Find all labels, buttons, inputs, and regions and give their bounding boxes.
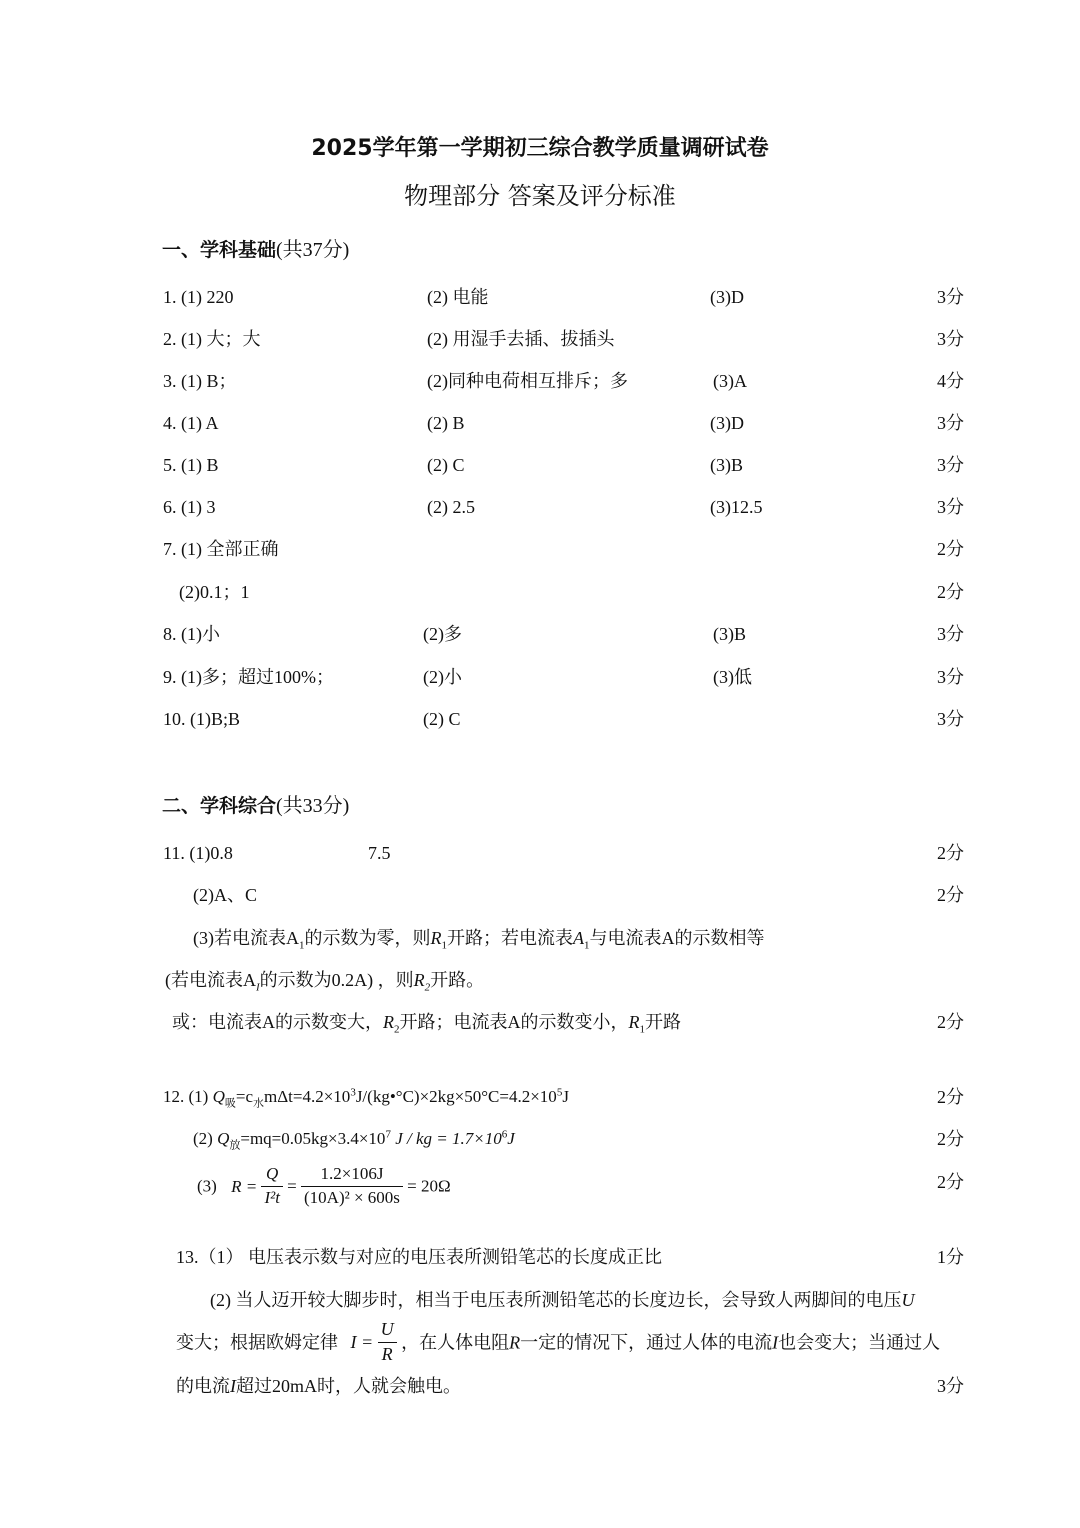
q12-fraction-q-over-i2t: $\frac{Q}{\text{I²t}}$ (261, 1165, 282, 1207)
answer-1-part3: (3)D (710, 287, 744, 307)
page-subtitle: 物理部分 答案及评分标准 (404, 182, 676, 210)
q12-fraction-values: $\frac{1.2\times 106J}{\text{(10A)² × 600s}}$ (301, 1165, 403, 1207)
answer-1-part2: (2) 电能 (427, 287, 489, 307)
answer-2-part1: 2. (1) 大；大 (163, 329, 261, 349)
answer-3-part2: (2)同种电荷相互排斥；多 (427, 371, 628, 391)
answer-9-part2: (2)小 (423, 667, 462, 687)
answer-4-part2: (2) B (427, 413, 465, 433)
q13-part1: 13.（1） 电压表示数与对应的电压表所测铅笔芯的长度成正比 (176, 1247, 662, 1267)
q11-part3-line3: 或：电流表A的示数变大，$R_2$开路；电流表A的示数变小，$R_1$开路 (172, 1012, 681, 1036)
answer-1-part1: 1. (1) 220 (163, 287, 234, 307)
q11-part1-points: 2分 (937, 843, 964, 863)
answer-4-points: 3分 (937, 413, 964, 433)
q12-part3-points: 2分 (937, 1172, 964, 1192)
q11-part3-line1: (3)若电流表$A_1$的示数为零，则$R_1$开路；若电流表$A_1$与电流表A的示数相等 (193, 928, 765, 952)
q12-part1: 12. (1) $Q_吸=c_水m\Delta t=4.2\times 10^3J/(kg•^\circ C)\times 2kg\times 50^\circ C=4.2\times 10^5J$ (163, 1086, 569, 1110)
q13-part2-line2: 变大；根据欧姆定律 I = $\frac{U}{R}$ ，在人体电阻R一定的情况下，通过人体的电流I也会变大；当通过人 (176, 1319, 941, 1364)
answer-5-part3: (3)B (710, 455, 743, 475)
q11-part3-line2: (若电流表$A_I$的示数为0.2A) ，则$R_2$开路。 (165, 970, 485, 994)
answer-10-part2: (2) C (423, 709, 461, 729)
answer-3-points: 4分 (937, 371, 964, 391)
answer-1-points: 3分 (937, 287, 964, 307)
q13-fraction-u-over-r: $\frac{U}{R}$ (378, 1320, 397, 1365)
section-2-heading (162, 796, 349, 816)
answer-2-points: 3分 (937, 329, 964, 349)
answer-5-part2: (2) C (427, 455, 465, 475)
section-1-heading (162, 240, 349, 260)
answer-6-points: 3分 (937, 497, 964, 517)
answer-2-part2: (2) 用湿手去插、拔插头 (427, 329, 615, 349)
answer-7-points: 2分 (937, 539, 964, 559)
page-title: 2025学年第一学期初三综合教学质量调研试卷 (311, 136, 769, 161)
q11-part2-points: 2分 (937, 885, 964, 905)
q11-part1-value: 7.5 (368, 843, 391, 863)
answer-9-points: 3分 (937, 667, 964, 687)
answer-5-points: 3分 (937, 455, 964, 475)
q12-part3: (3) R = $\frac{Q}{\text{I²t}}$ = $\frac{1.2\times 106J}{\text{(10A)² × 600s}}$ = 20Ω (197, 1164, 451, 1207)
q13-part2-points: 3分 (937, 1376, 964, 1396)
q13-part2-line1: (2) 当人迈开较大脚步时，相当于电压表所测铅笔芯的长度边长，会导致人两脚间的电压U (210, 1290, 915, 1310)
answer-8-part3: (3)B (713, 624, 746, 644)
q12-part1-points: 2分 (937, 1087, 964, 1107)
answer-3-part3: (3)A (713, 371, 747, 391)
answer-8-points: 3分 (937, 624, 964, 644)
q13-part1-points: 1分 (937, 1247, 964, 1267)
q13-part2-line3: 的电流I超过20mA时，人就会触电。 (176, 1376, 461, 1396)
answer-10-points: 3分 (937, 709, 964, 729)
answer-10-part1: 10. (1)B;B (163, 709, 241, 729)
q12-part2: (2) $Q_放=mq=0.05kg\times 3.4\times 10^7$ J / kg = $1.7\times 10^6J$ (193, 1128, 515, 1152)
q11-part3-points: 2分 (937, 1012, 964, 1032)
answer-4-part1: 4. (1) A (163, 413, 219, 433)
answer-9-part3: (3)低 (713, 667, 752, 687)
section-1-points: (共37分) (276, 239, 350, 261)
answer-6-part3: (3)12.5 (710, 497, 763, 517)
answer-8-part1: 8. (1)小 (163, 624, 220, 644)
section-1-title: 一、学科基础 (162, 239, 277, 261)
q12-part2-points: 2分 (937, 1129, 964, 1149)
answer-9-part1: 9. (1)多；超过100%； (163, 667, 334, 687)
answer-7-part1: 7. (1) 全部正确 (163, 539, 279, 559)
section-2-points: (共33分) (276, 795, 350, 817)
answer-6-part1: 6. (1) 3 (163, 497, 216, 517)
answer-7-part2-points: 2分 (937, 582, 964, 602)
q11-part2: (2)A、C (193, 885, 257, 905)
answer-6-part2: (2) 2.5 (427, 497, 475, 517)
answer-5-part1: 5. (1) B (163, 455, 219, 475)
answer-3-part1: 3. (1) B； (163, 371, 237, 391)
q11-part1: 11. (1)0.8 (163, 843, 233, 863)
section-2-title: 二、学科综合 (162, 795, 277, 817)
answer-8-part2: (2)多 (423, 624, 462, 644)
answer-7-part2: (2)0.1；1 (179, 582, 250, 602)
answer-4-part3: (3)D (710, 413, 744, 433)
